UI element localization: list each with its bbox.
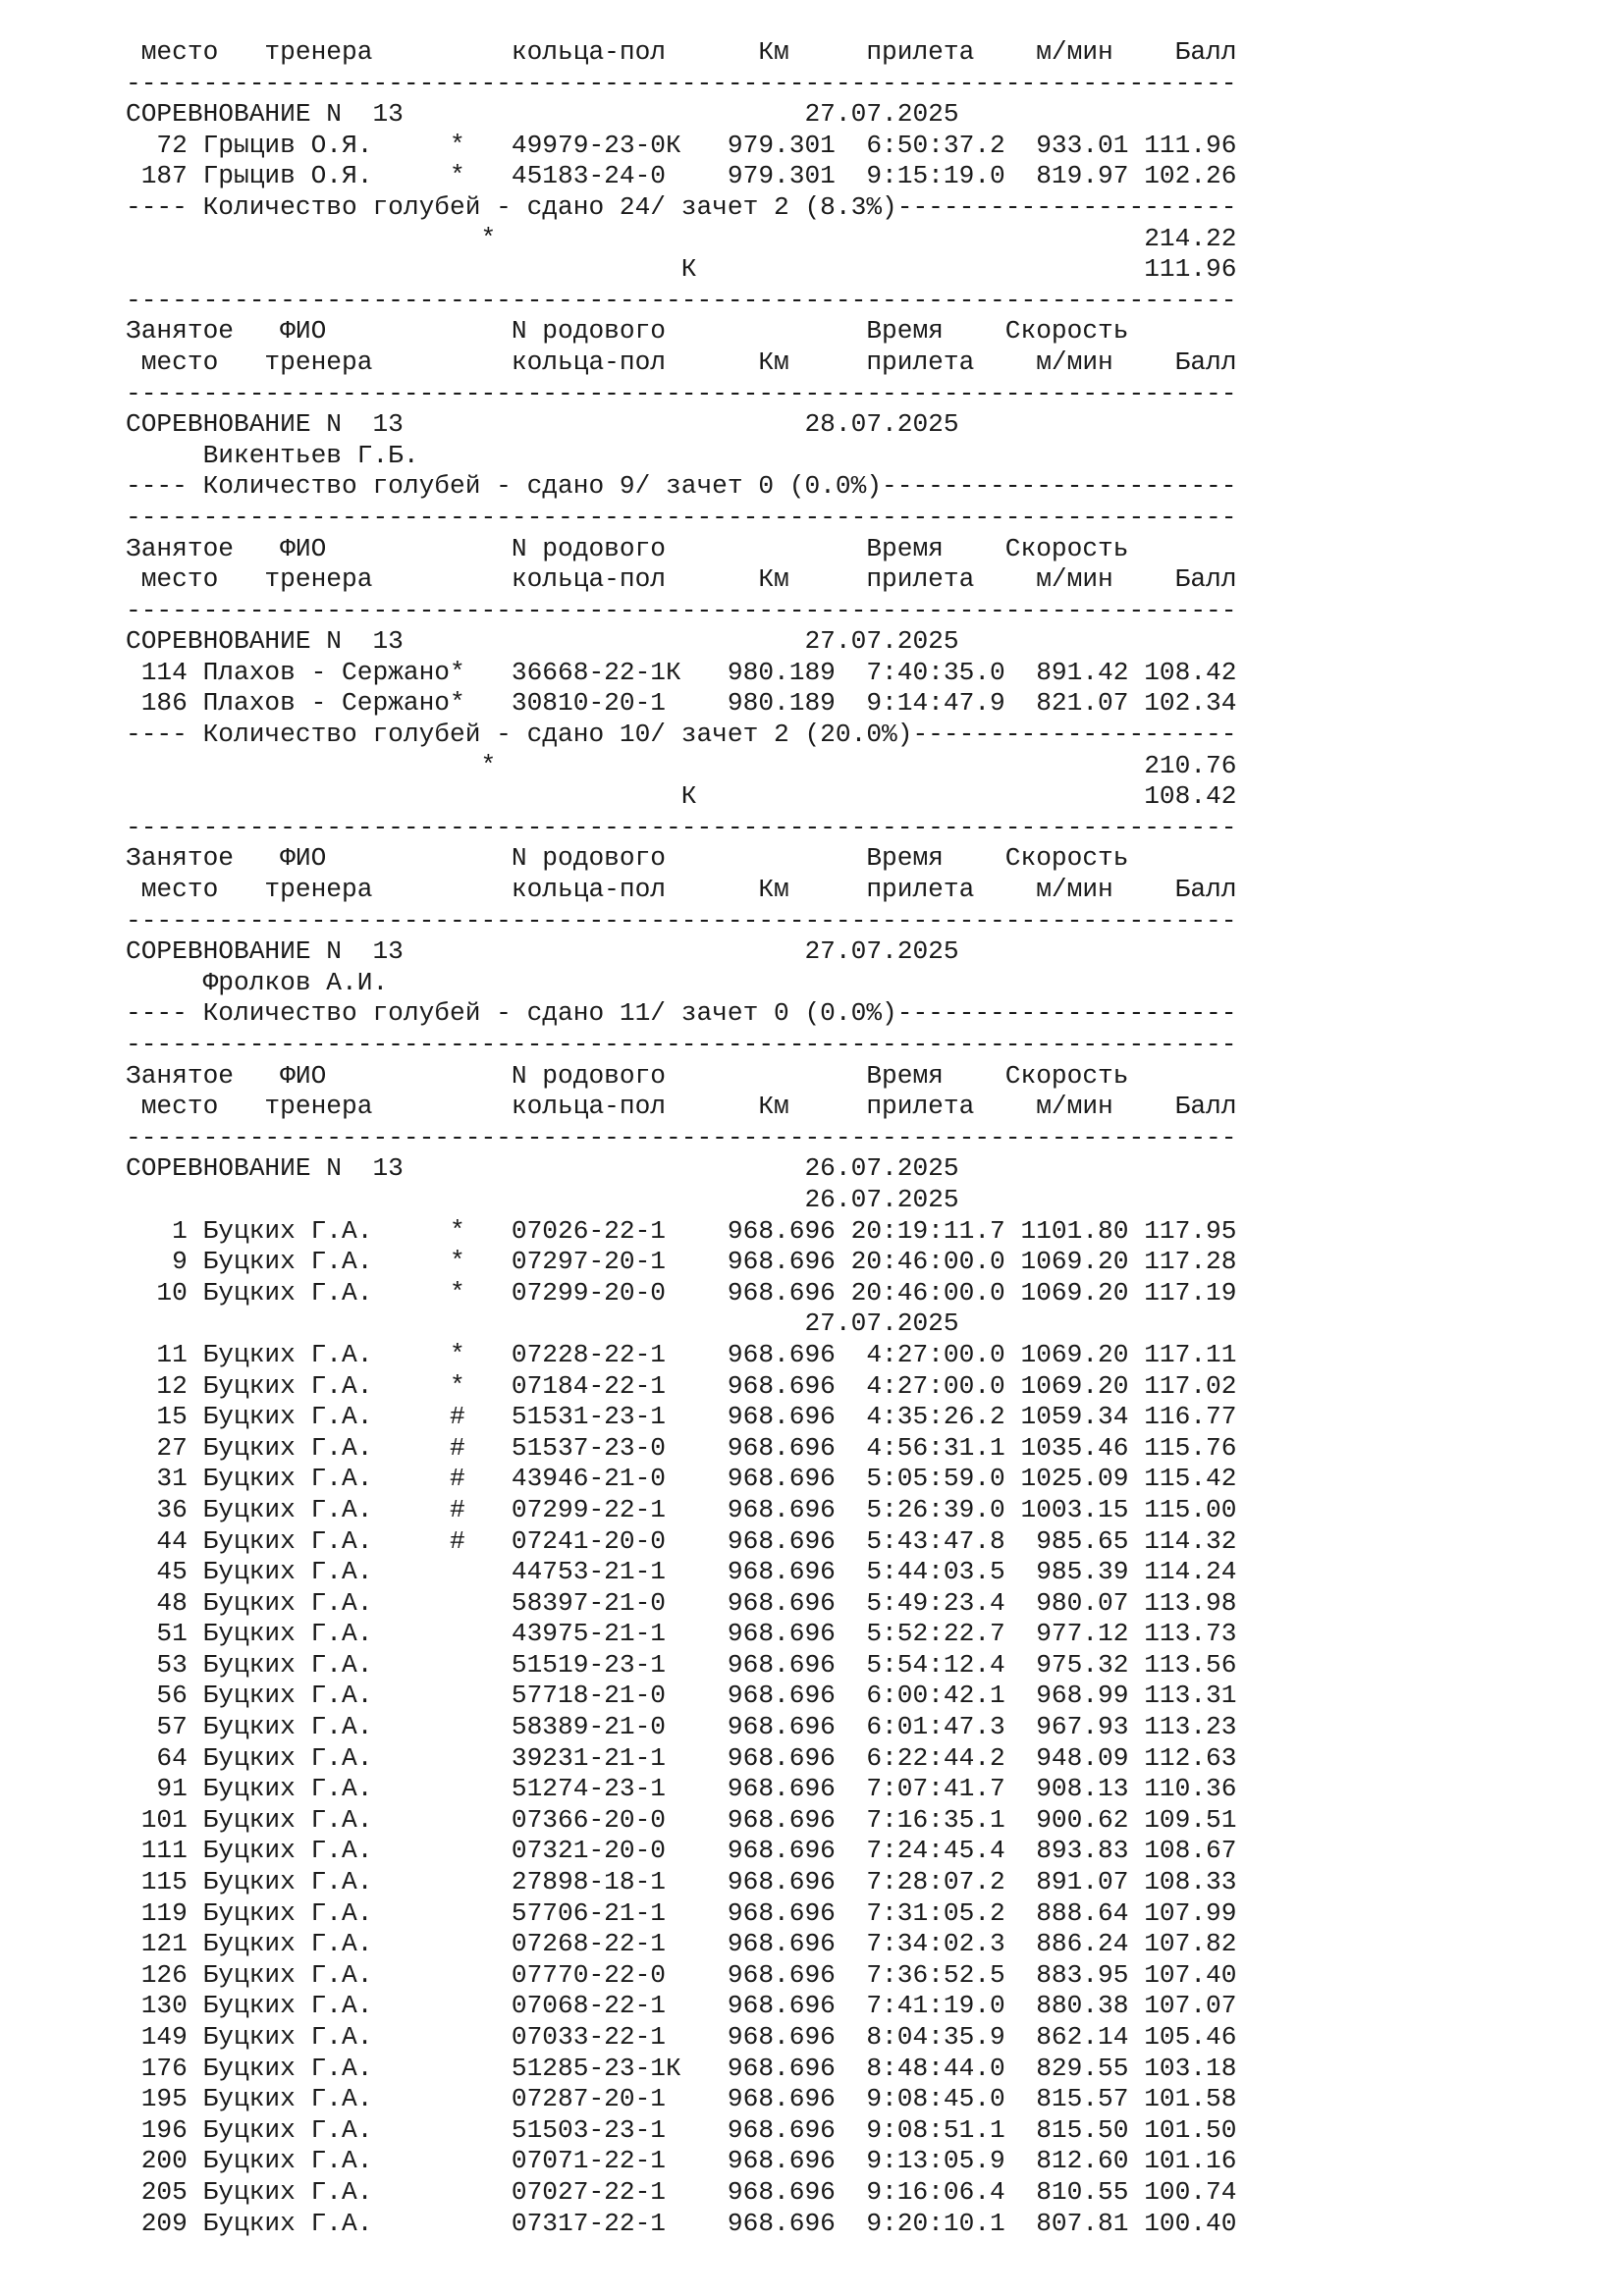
column-header: место тренера кольца-пол Км прилета м/мин Балл [126, 37, 1237, 67]
result-row: 130 Буцких Г.А. 07068-22-1 968.696 7:41:19.0 880.38 107.07 [126, 1991, 1237, 2021]
result-row: 44 Буцких Г.А. # 07241-20-0 968.696 5:43:47.8 985.65 114.32 [126, 1525, 1237, 1556]
competition-header: СОРЕВНОВАНИЕ N 13 28.07.2025 [126, 409, 959, 440]
result-row: 126 Буцких Г.А. 07770-22-0 968.696 7:36:52.5 883.95 107.40 [126, 1959, 1237, 1990]
column-header: Занятое ФИО N родового Время Скорость [126, 1060, 1129, 1091]
result-row: 114 Плахов - Сержано* 36668-22-1К 980.189 7:40:35.0 891.42 108.42 [126, 657, 1237, 687]
separator-line: ------------------------------------------------------------------------ [126, 502, 1237, 532]
result-row: 209 Буцких Г.А. 07317-22-1 968.696 9:20:10.1 807.81 100.40 [126, 2208, 1237, 2238]
result-row: 119 Буцких Г.А. 57706-21-1 968.696 7:31:05.2 888.64 107.99 [126, 1897, 1237, 1928]
result-row: 9 Буцких Г.А. * 07297-20-1 968.696 20:46:00.0 1069.20 117.28 [126, 1247, 1237, 1277]
report-line: Фролков А.И. [126, 967, 389, 997]
result-row: 64 Буцких Г.А. 39231-21-1 968.696 6:22:44.2 948.09 112.63 [126, 1742, 1237, 1773]
result-row: 57 Буцких Г.А. 58389-21-0 968.696 6:01:47.3 967.93 113.23 [126, 1712, 1237, 1742]
result-row: 200 Буцких Г.А. 07071-22-1 968.696 9:13:05.9 812.60 101.16 [126, 2146, 1237, 2176]
result-row: 121 Буцких Г.А. 07268-22-1 968.696 7:34:02.3 886.24 107.82 [126, 1929, 1237, 1959]
competition-header: СОРЕВНОВАНИЕ N 13 26.07.2025 [126, 1153, 959, 1184]
column-header: место тренера кольца-пол Км прилета м/мин Балл [126, 347, 1237, 377]
result-row: 15 Буцких Г.А. # 51531-23-1 968.696 4:35:26.2 1059.34 116.77 [126, 1402, 1237, 1432]
result-row: 149 Буцких Г.А. 07033-22-1 968.696 8:04:35.9 862.14 105.46 [126, 2022, 1237, 2052]
column-header: Занятое ФИО N родового Время Скорость [126, 316, 1129, 347]
column-header: Занятое ФИО N родового Время Скорость [126, 843, 1129, 874]
column-header: место тренера кольца-пол Км прилета м/мин Балл [126, 875, 1237, 905]
column-header: место тренера кольца-пол Км прилета м/мин Балл [126, 564, 1237, 595]
separator-line: ------------------------------------------------------------------------ [126, 1030, 1237, 1059]
competition-report [126, 37, 1236, 2239]
result-row: 115 Буцких Г.А. 27898-18-1 968.696 7:28:07.2 891.07 108.33 [126, 1867, 1237, 1897]
separator-line: ------------------------------------------------------------------------ [126, 595, 1237, 625]
result-row: 205 Буцких Г.А. 07027-22-1 968.696 9:16:06.4 810.55 100.74 [126, 2176, 1237, 2207]
report-line: 26.07.2025 [126, 1184, 959, 1214]
result-row: 10 Буцких Г.А. * 07299-20-0 968.696 20:46:00.0 1069.20 117.19 [126, 1277, 1237, 1308]
column-header: место тренера кольца-пол Км прилета м/мин Балл [126, 1092, 1237, 1122]
result-row: 12 Буцких Г.А. * 07184-22-1 968.696 4:27:00.0 1069.20 117.02 [126, 1370, 1237, 1401]
result-row: 195 Буцких Г.А. 07287-20-1 968.696 9:08:45.0 815.57 101.58 [126, 2084, 1237, 2114]
summary-line: ---- Количество голубей - сдано 9/ зачет 0 (0.0%)----------------------- [126, 471, 1237, 502]
report-line: * 210.76 [126, 750, 1237, 780]
competition-header: СОРЕВНОВАНИЕ N 13 27.07.2025 [126, 936, 959, 967]
result-row: 31 Буцких Г.А. # 43946-21-0 968.696 5:05:59.0 1025.09 115.42 [126, 1464, 1237, 1494]
summary-line: ---- Количество голубей - сдано 10/ зачет 2 (20.0%)--------------------- [126, 720, 1237, 750]
result-row: 27 Буцких Г.А. # 51537-23-0 968.696 4:56:31.1 1035.46 115.76 [126, 1432, 1237, 1463]
separator-line: ------------------------------------------------------------------------ [126, 905, 1237, 935]
result-row: 111 Буцких Г.А. 07321-20-0 968.696 7:24:45.4 893.83 108.67 [126, 1836, 1237, 1866]
result-row: 45 Буцких Г.А. 44753-21-1 968.696 5:44:03.5 985.39 114.24 [126, 1557, 1237, 1587]
result-row: 187 Грыцив О.Я. * 45183-24-0 979.301 9:15:19.0 819.97 102.26 [126, 161, 1237, 191]
result-row: 72 Грыцив О.Я. * 49979-23-0К 979.301 6:50:37.2 933.01 111.96 [126, 130, 1237, 160]
result-row: 11 Буцких Г.А. * 07228-22-1 968.696 4:27:00.0 1069.20 117.11 [126, 1339, 1237, 1369]
competition-header: СОРЕВНОВАНИЕ N 13 27.07.2025 [126, 626, 959, 657]
summary-line: ---- Количество голубей - сдано 11/ зачет 0 (0.0%)---------------------- [126, 998, 1237, 1029]
result-row: 51 Буцких Г.А. 43975-21-1 968.696 5:52:22.7 977.12 113.73 [126, 1619, 1237, 1649]
separator-line: ------------------------------------------------------------------------ [126, 378, 1237, 408]
result-row: 91 Буцких Г.А. 51274-23-1 968.696 7:07:41.7 908.13 110.36 [126, 1774, 1237, 1804]
separator-line: ------------------------------------------------------------------------ [126, 1122, 1237, 1152]
separator-line: ------------------------------------------------------------------------ [126, 285, 1237, 315]
result-row: 196 Буцких Г.А. 51503-23-1 968.696 9:08:51.1 815.50 101.50 [126, 2114, 1237, 2145]
report-line: К 111.96 [126, 254, 1237, 285]
result-row: 56 Буцких Г.А. 57718-21-0 968.696 6:00:42.1 968.99 113.31 [126, 1681, 1237, 1711]
result-row: 36 Буцких Г.А. # 07299-22-1 968.696 5:26:39.0 1003.15 115.00 [126, 1494, 1237, 1524]
result-row: 48 Буцких Г.А. 58397-21-0 968.696 5:49:23.4 980.07 113.98 [126, 1587, 1237, 1618]
report-line: * 214.22 [126, 223, 1237, 253]
separator-line: ------------------------------------------------------------------------ [126, 812, 1237, 842]
result-row: 53 Буцких Г.А. 51519-23-1 968.696 5:54:12.4 975.32 113.56 [126, 1649, 1237, 1680]
report-line: 27.07.2025 [126, 1308, 959, 1339]
column-header: Занятое ФИО N родового Время Скорость [126, 533, 1129, 563]
competition-header: СОРЕВНОВАНИЕ N 13 27.07.2025 [126, 99, 959, 130]
separator-line: ------------------------------------------------------------------------ [126, 68, 1237, 98]
result-row: 1 Буцких Г.А. * 07026-22-1 968.696 20:19:11.7 1101.80 117.95 [126, 1215, 1237, 1246]
summary-line: ---- Количество голубей - сдано 24/ зачет 2 (8.3%)---------------------- [126, 191, 1237, 222]
report-line: Викентьев Г.Б. [126, 440, 419, 470]
result-row: 101 Буцких Г.А. 07366-20-0 968.696 7:16:35.1 900.62 109.51 [126, 1804, 1237, 1835]
result-row: 186 Плахов - Сержано* 30810-20-1 980.189 9:14:47.9 821.07 102.34 [126, 688, 1237, 719]
result-row: 176 Буцких Г.А. 51285-23-1К 968.696 8:48:44.0 829.55 103.18 [126, 2053, 1237, 2083]
report-line: К 108.42 [126, 781, 1237, 812]
